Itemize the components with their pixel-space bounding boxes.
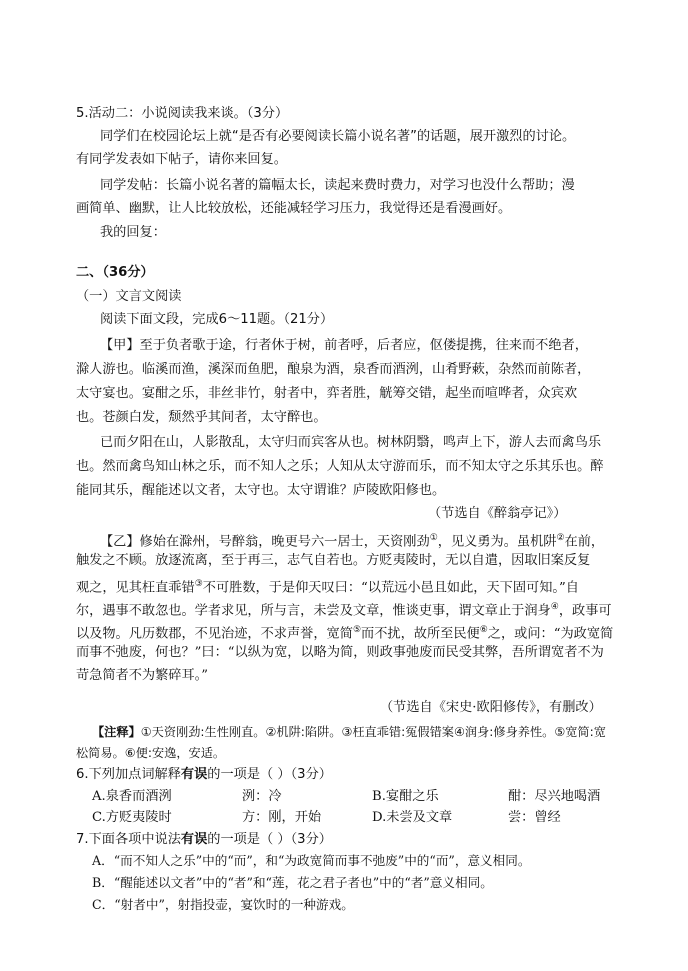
passage-yi-source: （节选自《宋史·欧阳修传》，有删改） xyxy=(380,700,602,715)
yi-text: 不可胜数，于是仰天叹曰：“以荒远小邑且如此，天下固可知。”自 xyxy=(202,580,579,596)
passage-jia-line: 【甲】至于负者歌于途，行者休于树，前者呼，后者应，伛偻提携，往来而不绝者， xyxy=(100,338,588,353)
annotation-text: ①天资刚劲:生性刚直。②机阱:陷阱。③枉直乖错:冤假错案④润身:修身养性。⑤宽简:宽 xyxy=(140,725,606,739)
q6-option-d-gloss: 尝：曾经 xyxy=(508,810,561,825)
passage-yi-line-2: 触发之不顾。放逐流离，至于再三，志气自若也。方贬夷陵时，无以自遣，因取旧案反复 xyxy=(76,553,591,568)
yi-text: ，见义勇为。虽机阱 xyxy=(437,534,557,550)
footnote-marker: ⑤ xyxy=(352,625,362,635)
q7-option-b[interactable]: B．“醒能述以文者”中的“者”和“莲，花之君子者也”中的“者”意义相同。 xyxy=(92,875,493,890)
passage-jia-line: 能同其乐，醒能述以文者，太守也。太守谓谁？庐陵欧阳修也。 xyxy=(76,483,446,498)
question-5-heading: 5.活动二：小说阅读我来谈。（3分） xyxy=(76,106,289,121)
yi-text: 尔，遇事不敢忽也。学者求见，所与言，未尝及文章，惟谈吏事，谓文章止于润身 xyxy=(76,603,551,619)
yi-text: 观之，见其枉直乖错 xyxy=(76,580,195,596)
stem-text: 的一项是（ ）（3分） xyxy=(207,832,332,847)
yi-text: 之，或问：“为政宽简 xyxy=(487,626,614,642)
question-6-stem xyxy=(76,766,332,784)
stem-emphasis: 有误 xyxy=(180,832,208,847)
passage-yi-line-4 xyxy=(76,598,612,620)
stem-emphasis: 有误 xyxy=(180,767,208,782)
q7-option-c[interactable]: C．“射者中”，射指投壶，宴饮时的一种游戏。 xyxy=(92,897,354,912)
stem-text: 6.下列加点词解释 xyxy=(76,767,181,782)
q6-option-c[interactable]: C.方贬夷陵时 xyxy=(92,810,172,825)
footnote-marker: ⑥ xyxy=(479,625,488,635)
yi-text: ，政事可 xyxy=(558,603,612,619)
q6-option-b[interactable]: B.宴酣之乐 xyxy=(372,789,439,804)
stem-text: 7.下面各项中说法 xyxy=(76,832,181,847)
q6-option-c-gloss: 方：刚，开始 xyxy=(242,810,322,825)
q6-option-b-gloss: 酣：尽兴地喝酒 xyxy=(508,789,601,804)
yi-text: 【乙】修始在滁州，号醉翁，晚更号六一居士，天资刚劲 xyxy=(100,534,430,550)
passage-yi-line-1 xyxy=(100,529,604,551)
activity-paragraph-line-1: 同学们在校园论坛上就“是否有必要阅读长篇小说名著”的话题，展开激烈的讨论。 xyxy=(100,129,576,144)
passage-yi-line-5 xyxy=(76,621,613,643)
yi-text: 在前， xyxy=(564,534,605,550)
passage-jia-line: 也。然而禽鸟知山林之乐，而不知人之乐；人知从太守游而乐，而不知太守之乐其乐也。醉 xyxy=(76,459,604,474)
stem-text: 的一项是（ ）（3分） xyxy=(207,767,332,782)
my-reply-label: 我的回复： xyxy=(100,225,166,240)
annotation-line-2: 松简易。⑥便:安逸，安适。 xyxy=(76,746,226,760)
question-7-stem xyxy=(76,831,332,849)
footnote-marker: ④ xyxy=(550,602,559,612)
q6-option-a[interactable]: A.泉香而酒洌 xyxy=(92,789,172,804)
passage-jia-line: 太守宴也。宴酣之乐，非丝非竹，射者中，弈者胜，觥筹交错，起坐而喧哗者，众宾欢 xyxy=(76,386,578,401)
section-classical-reading-heading: （一）文言文阅读 xyxy=(76,289,182,304)
student-post-line-1: 同学发帖：长篇小说名著的篇幅太长，读起来费时费力，对学习也没什么帮助；漫 xyxy=(100,178,575,193)
footnote-marker: ② xyxy=(556,533,565,543)
passage-yi-line-3 xyxy=(76,575,579,597)
passage-yi-line-7: 苛急简者不为繁碎耳。” xyxy=(76,668,209,683)
passage-jia-line: 已而夕阳在山，人影散乱，太守归而宾客从也。树林阴翳，鸣声上下，游人去而禽鸟乐 xyxy=(100,435,602,450)
passage-yi-line-6: 而事不弛废，何也？”曰：“以纵为宽，以略为简，则政事弛废而民受其弊，吾所谓宽者不为 xyxy=(76,645,604,660)
yi-text: 以及物。凡历数郡，不见治迹，不求声誉，宽简 xyxy=(76,626,353,642)
activity-paragraph-line-2: 有同学发表如下帖子，请你来回复。 xyxy=(76,152,287,167)
reading-instruction: 阅读下面文段，完成6～11题。（21分） xyxy=(100,312,334,327)
q7-option-a[interactable]: A．“而不知人之乐”中的“而”，和“为政宽简而事不弛废”中的“而”，意义相同。 xyxy=(92,853,531,868)
passage-jia-source: （节选自《醉翁亭记》） xyxy=(428,506,567,521)
footnote-marker: ③ xyxy=(194,579,203,589)
annotation-line-1 xyxy=(92,723,606,741)
yi-text: 而不扰，故所至民便 xyxy=(361,626,480,642)
annotation-label: 【注释】 xyxy=(92,725,141,739)
q6-option-a-gloss: 洌：冷 xyxy=(242,789,282,804)
footnote-marker: ① xyxy=(429,533,438,543)
student-post-line-2: 画简单、幽默，让人比较放松，还能减轻学习压力，我觉得还是看漫画好。 xyxy=(76,201,512,216)
section-2-heading: 二、（36分） xyxy=(76,265,154,280)
q6-option-d[interactable]: D.未尝及文章 xyxy=(372,810,453,825)
passage-jia-line: 滁人游也。临溪而渔，溪深而鱼肥，酿泉为酒，泉香而酒洌，山肴野蔌，杂然而前陈者， xyxy=(76,362,591,377)
passage-jia-line: 也。苍颜白发，颓然乎其间者，太守醉也。 xyxy=(76,410,327,425)
